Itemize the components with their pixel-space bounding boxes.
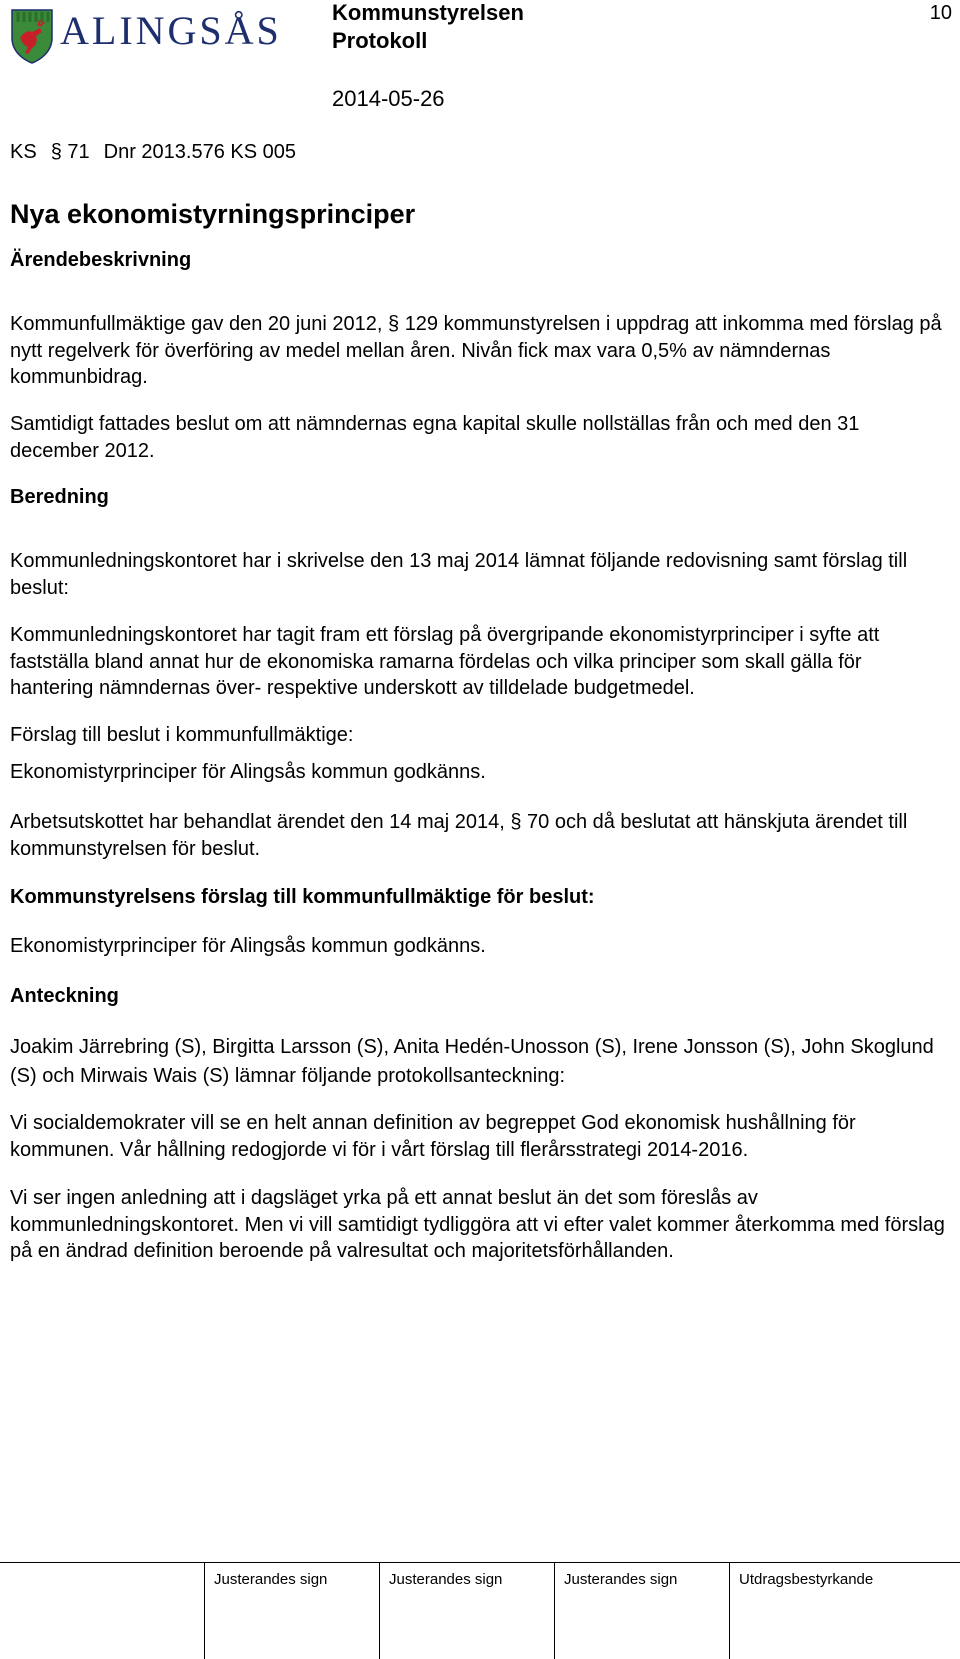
heading-arendebeskrivning: Ärendebeskrivning [10, 249, 192, 271]
footer-sign-label: Justerandes sign [389, 1571, 503, 1588]
paragraph: Vi ser ingen anledning att i dagsläget yrka på ett annat beslut än det som föreslås av kommunledningskontoret. Men vi vill samtidigt tydliggöra att vi efter valet kommer återkomma med förslag på en ändrad definition beroende på valresultat och majoritetsförhållanden. [10, 1187, 945, 1262]
footer-sign-label: Justerandes sign [564, 1571, 678, 1588]
document-type: Protokoll [332, 28, 428, 53]
footer-column-divider [729, 1562, 730, 1659]
paragraph: Kommunfullmäktige gav den 20 juni 2012, § 129 kommunstyrelsen i uppdrag att inkomma med förslag på nytt regelverk för överföring av medel mellan åren. Nivån fick max vara 0,5% av nämndernas kommunbidrag. [10, 313, 942, 388]
page-number: 10 [929, 2, 952, 24]
page-title: Nya ekonomistyrningsprinciper [10, 199, 416, 229]
meeting-date: 2014-05-26 [332, 86, 445, 111]
paragraph: Samtidigt fattades beslut om att nämndernas egna kapital skulle nollställas från och med den 31 december 2012. [10, 413, 860, 462]
reference-dnr: Dnr 2013.576 KS 005 [103, 141, 296, 163]
paragraph: Ekonomistyrprinciper för Alingsås kommun godkänns. [10, 761, 486, 783]
organization-name: Kommunstyrelsen [332, 0, 524, 25]
paragraph: Kommunledningskontoret har tagit fram ett förslag på övergripande ekonomistyrprinciper i syfte att fastställa bland annat hur de ekonomiska ramarna fördelas och vilka principer som skall gälla för hantering nämndernas över- respektive underskott av tilldelade budgetmedel. [10, 624, 880, 699]
footer-sign-label: Justerandes sign [214, 1571, 328, 1588]
paragraph: Ekonomistyrprinciper för Alingsås kommun godkänns. [10, 935, 486, 957]
paragraph: Förslag till beslut i kommunfullmäktige: [10, 724, 354, 746]
municipality-logo [10, 8, 310, 66]
footer-column-divider [204, 1562, 205, 1659]
reference-prefix: KS [10, 141, 37, 163]
heading-forslag: Kommunstyrelsens förslag till kommunfullmäktige för beslut: [10, 886, 595, 908]
footer-divider [0, 1562, 960, 1563]
footer-column-divider [379, 1562, 380, 1659]
paragraph: Vi socialdemokrater vill se en helt annan definition av begreppet God ekonomisk hushållning för kommunen. Vår hållning redogjorde vi för i vårt förslag till flerårsstrategi 2014-2016. [10, 1112, 856, 1161]
footer-column-divider [554, 1562, 555, 1659]
paragraph: Kommunledningskontoret har i skrivelse den 13 maj 2014 lämnat följande redovisning samt förslag till beslut: [10, 550, 908, 599]
heading-beredning: Beredning [10, 486, 109, 508]
reference-section: § 71 [50, 141, 90, 163]
logo-wordmark: ALINGSÅS [60, 8, 282, 53]
paragraph: Joakim Järrebring (S), Birgitta Larsson (S), Anita Hedén-Unosson (S), Irene Jonsson (S), John Skoglund (S) och Mirwais Wais (S) lämnar följande protokollsanteckning: [10, 1036, 934, 1087]
footer-extract-label: Utdragsbestyrkande [739, 1571, 874, 1588]
heading-anteckning: Anteckning [10, 985, 119, 1007]
coat-of-arms-icon [10, 8, 54, 64]
case-reference [10, 140, 296, 164]
paragraph: Arbetsutskottet har behandlat ärendet den 14 maj 2014, § 70 och då beslutat att hänskjuta ärendet till kommunstyrelsen för beslut. [10, 811, 908, 860]
